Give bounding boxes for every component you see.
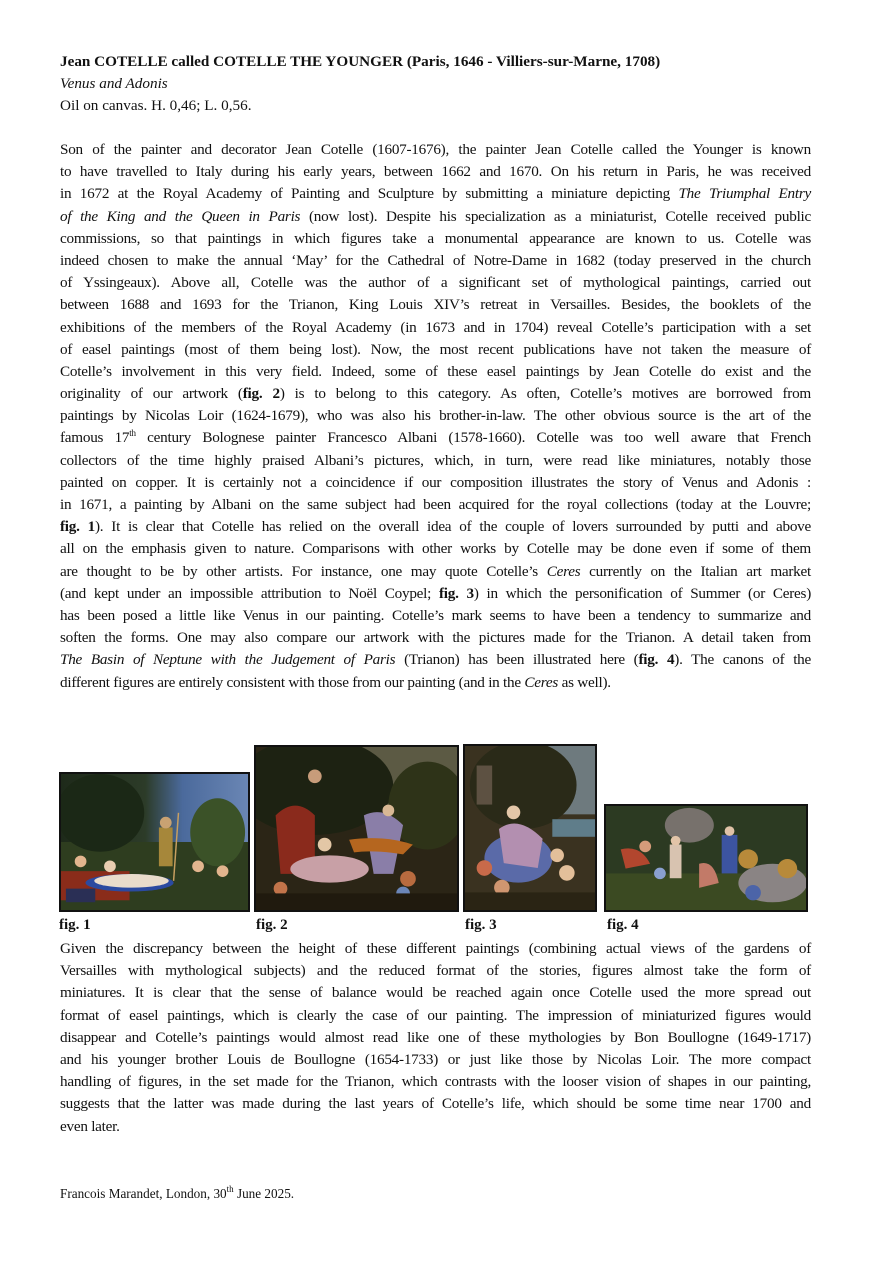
text-line: all on the emphasis given to nature. Comparisons with other works by Cotelle may be done even if some of them [60,540,811,558]
figure-2-caption: fig. 2 [256,917,288,933]
text-line: different figures are entirely consistent with those from our painting (and in the Ceres as well). [60,673,611,691]
text-line: format of easel paintings, which is clearly the case of our painting. The impression of miniaturized figures would [60,1006,811,1024]
medium-dimensions: Oil on canvas. H. 0,46; L. 0,56. [60,97,252,114]
text-line: suggests that the latter was made during the last years of Cotelle’s life, which should be some time near 1700 and [60,1095,811,1113]
text-line: The Basin of Neptune with the Judgement of Paris (Trianon) has been illustrated here (fig. 4). The canons of the [60,651,811,669]
text-line: are thought to be by other artists. For instance, one may quote Cotelle’s Ceres currently on the Italian art market [60,562,811,580]
text-line: disappear and Cotelle’s paintings would almost read like one of these mythologies by Bon Boullogne (1649-1717) [60,1028,811,1046]
figure-1-caption: fig. 1 [59,917,91,933]
text-line: Son of the painter and decorator Jean Cotelle (1607-1676), the painter Jean Cotelle called the Younger is known [60,141,811,158]
fig-reference: fig. 3 [438,584,474,602]
text-line: (and kept under an impossible attribution to Noël Coypel; fig. 3) in which the personification of Summer (or Ceres) [60,584,811,602]
figure-4-caption: fig. 4 [607,917,639,933]
italic-title: Ceres [524,673,559,691]
text-line: famous 17th century Bolognese painter Francesco Albani (1578-1660). Cotelle was too well aware that French [60,428,811,447]
figure-3-image [463,744,597,912]
body-paragraph-1 [60,139,811,694]
artwork-title: Venus and Adonis [60,75,168,92]
text-line: to have travelled to Italy during his early years, between 1662 and 1670. On his return in Paris, he was received [60,163,811,181]
text-line: Given the discrepancy between the height of these different paintings (combining actual views of the gardens of [60,940,811,957]
painting-venus-adonis-cotelle-icon [256,747,457,910]
fig-reference: fig. 1 [60,518,95,536]
text-line: fig. 1). It is clear that Cotelle has relied on the overall idea of the couple of lovers surrounded by putti and above [60,518,811,536]
italic-title: of the King and the Queen in Paris [60,207,301,225]
text-line: exhibitions of the members of the Royal Academy (in 1673 and in 1704) reveal Cotelle’s participation with a set [60,318,811,336]
italic-title: Ceres [546,562,581,580]
italic-title: The Triumphal Entry [678,185,811,203]
text-line: between 1688 and 1693 for the Trianon, King Louis XIV’s retreat in Versailles. Besides, the booklets of the [60,296,811,314]
text-line: Cotelle’s involvement in this very field. Indeed, some of these easel paintings by Jean Cotelle do exist and the [60,362,811,380]
text-line: painted on copper. It is certainly not a coincidence if our composition illustrates the story of Venus and Adonis : [60,473,811,491]
figure-2-image [254,745,459,912]
body-paragraph-2 [60,938,811,1138]
text-line: handling of figures, in the set made for the Trianon, which contrasts with the looser vision of shapes in our painting, [60,1073,811,1091]
text-line: originality of our artwork (fig. 2) is to belong to this category. As often, Cotelle’s motives are borrowed from [60,385,811,403]
figure-1-image [59,772,250,912]
italic-title: The Basin of Neptune with the Judgement of Paris [60,651,396,669]
text-line: indeed chosen to make the annual ‘May’ for the Cathedral of Notre-Dame in 1682 (today preserved in the church [60,251,811,269]
artist-heading: Jean COTELLE called COTELLE THE YOUNGER (Paris, 1646 - Villiers-sur-Marne, 1708) [60,53,661,70]
text-line: has been posed a little like Venus in our painting. Cotelle’s mark seems to have been a tendency to summarize and [60,606,811,624]
text-line: Versailles with mythological subjects) and the reduced format of the stories, figures almost take the form of [60,962,811,980]
text-line: in 1672 at the Royal Academy of Painting and Sculpture by submitting a miniature depicting The Triumphal Entry [60,185,811,203]
fig-reference: fig. 4 [638,651,675,669]
text-line: miniatures. It is clear that the sense of balance would be reached again once Cotelle used the more spread out [60,984,811,1002]
text-line: and his younger brother Louis de Boullogne (1654-1733) or just like those by Nicolas Loir. The more compact [60,1050,811,1068]
painting-judgement-of-paris-icon [606,806,806,910]
figure-4-image [604,804,808,912]
text-line: paintings by Nicolas Loir (1624-1679), who was also his brother-in-law. The other obvious source is the art of the [60,407,811,425]
text-line: of easel paintings (most of them being lost). Now, the most recent publications have not taken the measure of [60,340,811,358]
text-line: of the King and the Queen in Paris (now lost). Despite his specialization as a miniaturist, Cotelle received public [60,207,812,225]
text-line: commissions, so that paintings in which figures take a monumental appearance are known to us. Cotelle was [60,229,811,247]
text-line: in 1671, a painting by Albani on the same subject had been acquired for the royal collections (today at the Louvre; [60,496,811,513]
text-line: of Yssingeaux). Above all, Cotelle was the author of a significant set of mythological paintings, carried out [60,274,811,292]
painting-venus-adonis-albani-icon [61,774,248,910]
author-signature: Francois Marandet, London, 30th June 2025. [60,1184,295,1201]
painting-ceres-icon [465,746,595,910]
text-line: soften the forms. One may also compare our artwork with the pictures made for the Trianon. A detail taken from [60,629,811,647]
text-line: even later. [60,1117,120,1135]
fig-reference: fig. 2 [242,385,280,403]
text-line: collectors of the time highly praised Albani’s pictures, which, in turn, were read like miniatures, notably those [60,451,811,469]
figure-3-caption: fig. 3 [465,917,497,933]
